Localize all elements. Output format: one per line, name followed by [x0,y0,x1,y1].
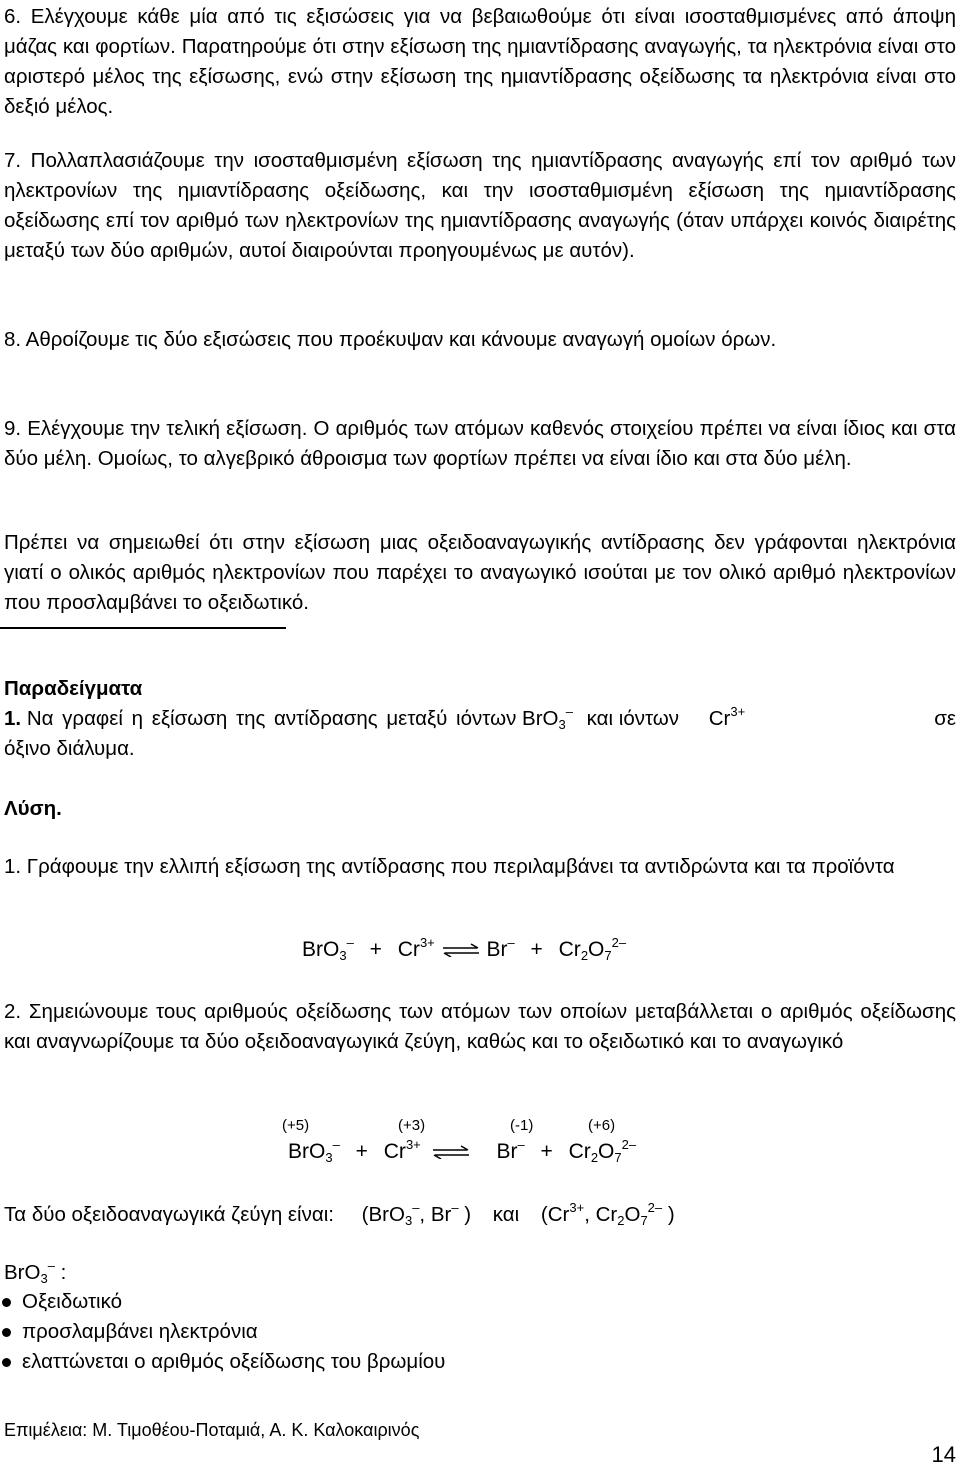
skeleton-equation: $BrO_3^- + Cr^{3+}$ $Br^- + Cr_2O_7^{2-}$ [302,935,627,963]
example-text-b: και ιόντων [586,707,680,730]
example-number: 1. [4,707,22,730]
pair-bromine: (BrO$_3$–, Br– ) [361,1200,472,1228]
step-8-paragraph: 8. Αθροίζουμε τις δύο εξισώσεις που προέκυψαν και κάνουμε αναγωγή ομοίων όρων. [4,328,777,351]
example-1-line-2: όξινο διάλυμα. [4,737,135,760]
separator-rule [0,627,286,629]
ox-number-bromate: (+5) [282,1117,310,1134]
list-item: προσλαμβάνει ηλεκτρόνια [0,1317,445,1347]
step-9-paragraph: 9. Ελέγχουμε την τελική εξίσωση. Ο αριθμός των ατόμων καθενός στοιχείου πρέπει να είναι ίδιος και στα δύο μέλη. Ομοίως, το αλγεβρικό άθροισμα των φορτίων πρέπει να είναι ίδιο και στα δύο μέλη. [4,417,956,470]
chromium-ion-formula: $Cr^{3+}$ [708,704,746,730]
redox-pairs-line [4,1200,675,1230]
redox-pairs-label: Τα δύο οξειδοαναγωγικά ζεύγη είναι: [4,1203,334,1226]
step-1-paragraph: 1. Γράφουμε την ελλιπή εξίσωση της αντίδρασης που περιλαμβάνει τα αντιδρώντα και τα προϊόντα [4,855,895,878]
ox-number-bromide: (-1) [510,1117,534,1134]
bromate-properties-list [0,1287,445,1377]
ox-number-chromium: (+3) [398,1117,426,1134]
annotated-equation: $BrO_3^- + Cr^{3+}$ $Br^- + Cr_2O_7^{2-}$ [288,1137,637,1165]
bullet-icon [2,1298,11,1307]
page-footer: Επιμέλεια: Μ. Τιμοθέου-Ποταμιά, Α. Κ. Καλοκαιρινός [4,1420,420,1440]
ox-number-dichromate: (+6) [588,1117,616,1134]
bromate-formula: BrO$_3$– [522,704,573,732]
pair-chromium: ($Cr^{3+}$, $Cr_2O_7^{2-}$ ) [540,1200,675,1228]
solution-heading: Λύση. [4,797,62,820]
list-item: Οξειδωτικό [0,1287,445,1317]
example-text-c: σε [934,707,956,730]
example-text-a: Να γραφεί η εξίσωση της αντίδρασης μεταξύ ιόντων [26,707,517,730]
step-7-paragraph: 7. Πολλαπλασιάζουμε την ισοσταθμισμένη εξίσωση της ημιαντίδρασης αναγωγής επί τον αριθμό των ηλεκτρονίων της ημιαντίδρασης οξείδωσης, και την ισοσταθμισμένη εξίσωση της ημιαντίδρασης οξείδωσης επί τον αριθμό των ηλεκτρονίων της ημιαντίδρασης αναγωγής (όταν υπάρχει κοινός διαιρέτης μεταξύ των δύο αριθμών, αυτοί διαιρούνται προηγουμένως με αυτόν). [4,149,956,262]
bullet-icon [2,1358,11,1367]
step-6-paragraph: 6. Ελέγχουμε κάθε μία από τις εξισώσεις για να βεβαιωθούμε ότι είναι ισοσταθμισμένες από άποψη μάζας και φορτίων. Παρατηρούμε ότι στην εξίσωση της ημιαντίδρασης αναγωγής, τα ηλεκτρόνια είναι στο αριστερό μέλος της εξίσωσης, ενώ στην εξίσωση της ημιαντίδρασης οξείδωσης τα ηλεκτρόνια είναι στο δεξιό μέλος. [4,5,956,118]
example-1-line [4,704,956,734]
equilibrium-arrow-icon [441,943,481,957]
list-item: ελαττώνεται ο αριθμός οξείδωσης του βρωμίου [0,1347,445,1377]
equilibrium-arrow-icon [431,1145,471,1159]
bromate-heading: BrO$_3$– : [4,1258,67,1286]
bullet-icon [2,1328,11,1337]
page-number: 14 [931,1442,956,1467]
examples-heading: Παραδείγματα [4,677,143,700]
note-paragraph: Πρέπει να σημειωθεί ότι στην εξίσωση μιας οξειδοαναγωγικής αντίδρασης δεν γράφονται ηλεκτρόνια γιατί ο ολικός αριθμός ηλεκτρονίων που παρέχει το αναγωγικό ισούται με τον ολικό αριθμό ηλεκτρονίων που προσλαμβάνει το οξειδωτικό. [4,531,956,614]
step-2-paragraph: 2. Σημειώνουμε τους αριθμούς οξείδωσης των ατόμων των οποίων μεταβάλλεται ο αριθμός οξείδωσης και αναγνωρίζουμε τα δύο οξειδοαναγωγικά ζεύγη, καθώς και το οξειδωτικό και το αναγωγικό [4,1000,956,1053]
pairs-and: και [492,1203,520,1226]
